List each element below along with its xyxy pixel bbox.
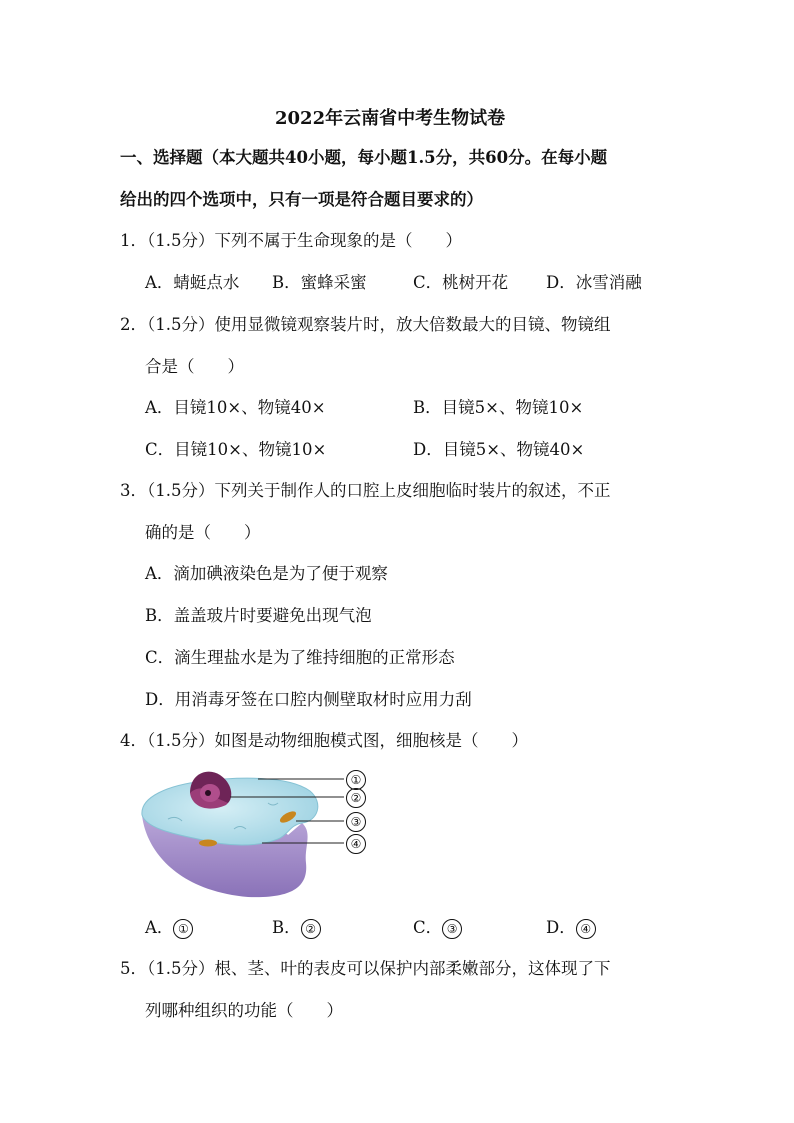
q3-option-c: C．滴生理盐水是为了维持细胞的正常形态 [145,648,455,667]
nucleus-shape [190,772,231,809]
diagram-label-4: ④ [346,834,366,854]
mitochondrion-shape-2 [199,840,217,847]
q4-option-d-number: ④ [576,919,596,939]
q4-option-b [272,916,321,940]
q4-option-d [546,916,596,940]
animal-cell-svg [138,763,368,903]
q2-option-b: B．目镜5×、物镜10× [413,398,584,417]
question-4-stem: 4．（1.5分）如图是动物细胞模式图，细胞核是（ ） [120,731,528,750]
q4-option-c [413,916,462,940]
q1-option-d: D．冰雪消融 [546,273,642,292]
q4-option-a-letter: A． [145,918,174,937]
q1-option-a: A．蜻蜓点水 [145,273,240,292]
q4-option-a-number: ① [173,919,193,939]
question-5-stem-line1: 5．（1.5分）根、茎、叶的表皮可以保护内部柔嫩部分，这体现了下 [120,959,611,978]
section-heading-line2: 给出的四个选项中，只有一项是符合题目要求的） [120,190,483,209]
diagram-label-1: ① [346,770,366,790]
diagram-label-2: ② [346,788,366,808]
q4-option-a [145,916,193,940]
q2-option-a: A．目镜10×、物镜40× [145,398,326,417]
question-2-stem-line2: 合是（ ） [145,357,244,376]
q4-option-b-letter: B． [272,918,301,937]
q3-option-d: D．用消毒牙签在口腔内侧壁取材时应用力刮 [145,690,472,709]
diagram-label-3: ③ [346,812,366,832]
q4-option-c-letter: C． [413,918,443,937]
question-3-stem-line2: 确的是（ ） [145,523,261,542]
q4-option-d-letter: D． [546,918,576,937]
question-1-stem: 1．（1.5分）下列不属于生命现象的是（ ） [120,231,462,250]
q2-option-d: D．目镜5×、物镜40× [413,440,585,459]
q3-option-a: A．滴加碘液染色是为了便于观察 [145,564,388,583]
q3-option-b: B．盖盖玻片时要避免出现气泡 [145,606,372,625]
q4-option-b-number: ② [301,919,321,939]
section-heading-line1: 一、选择题（本大题共40小题，每小题1.5分，共60分。在每小题 [120,148,608,167]
question-3-stem-line1: 3．（1.5分）下列关于制作人的口腔上皮细胞临时装片的叙述，不正 [120,481,611,500]
q1-option-b: B．蜜蜂采蜜 [272,273,367,292]
q4-option-c-number: ③ [442,919,462,939]
animal-cell-diagram [138,763,368,903]
question-2-stem-line1: 2．（1.5分）使用显微镜观察装片时，放大倍数最大的目镜、物镜组 [120,315,611,334]
q2-option-c: C．目镜10×、物镜10× [145,440,327,459]
question-5-stem-line2: 列哪种组织的功能（ ） [145,1001,343,1020]
page-title: 2022年云南省中考生物试卷 [275,108,506,129]
q1-option-c: C．桃树开花 [413,273,509,292]
